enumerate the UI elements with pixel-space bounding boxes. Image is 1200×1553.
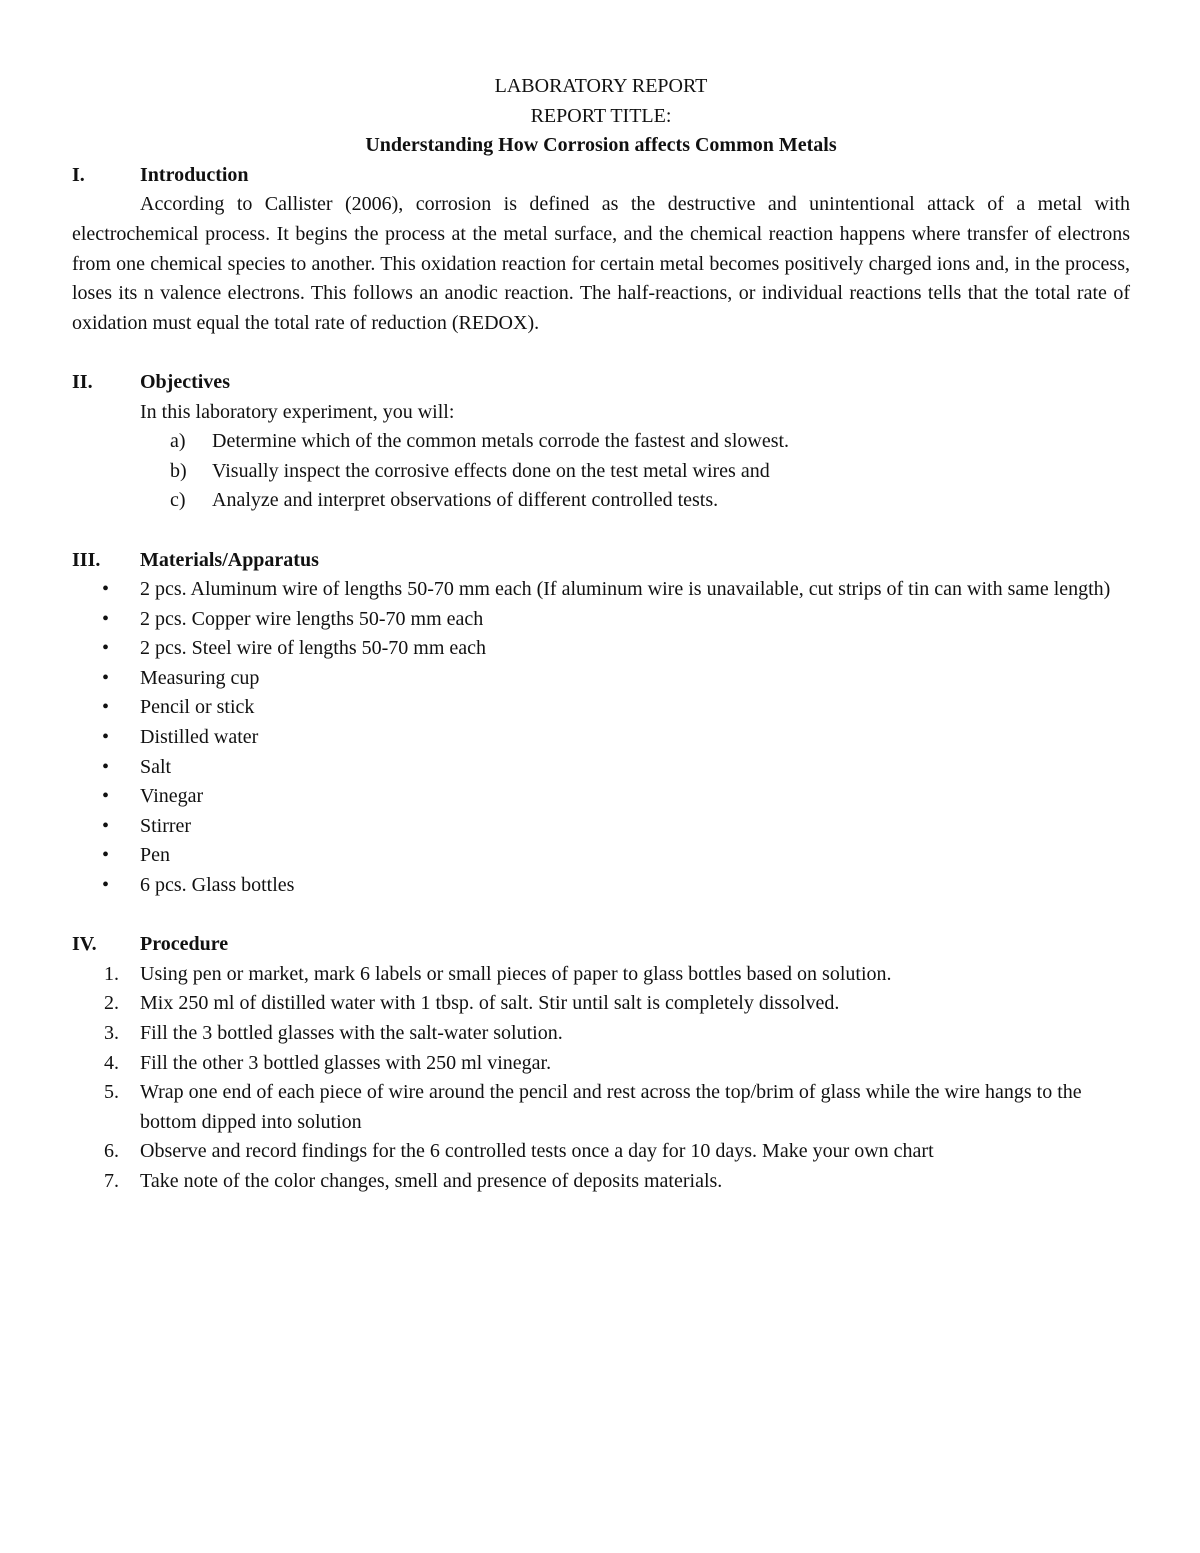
list-item-text: Stirrer [140, 814, 192, 837]
spacer [72, 516, 1130, 546]
list-item-text: Determine which of the common metals corrode the fastest and slowest. [212, 430, 790, 453]
section-title: Objectives [140, 370, 230, 393]
list-item [104, 989, 1130, 1019]
list-item-text: Salt [140, 755, 172, 778]
section-number: I. [72, 163, 85, 186]
objectives-list [72, 427, 1130, 516]
section-heading-procedure [72, 930, 1130, 960]
section-heading-introduction [72, 161, 1130, 191]
list-item [104, 1137, 1130, 1167]
list-marker: 3. [104, 1022, 119, 1044]
introduction-paragraph: According to Callister (2006), corrosion is defined as the destructive and unintentional attack of a metal with electrochemical process. It begins the process at the metal surface, and the chemical reaction happens where transfer of electrons from one chemical species to another. This oxidation reaction for certain metal becomes positively charged ions and, in the process, loses its n valence electrons. This follows an anodic reaction. The half-reactions, or individual reactions tells that the total rate of oxidation must equal the total rate of reduction (REDOX). [72, 193, 1130, 334]
list-item [102, 841, 1130, 871]
bullet-marker: • [102, 726, 110, 749]
list-item-text: Observe and record findings for the 6 controlled tests once a day for 10 days. Make your own chart [140, 1140, 934, 1163]
objectives-lead: In this laboratory experiment, you will: [140, 400, 455, 423]
list-marker: a) [170, 430, 186, 453]
report-title-label: REPORT TITLE: [530, 104, 672, 127]
list-item-text: Measuring cup [140, 666, 260, 689]
bullet-marker: • [102, 755, 110, 778]
list-item [102, 605, 1130, 635]
list-item-text: Take note of the color changes, smell and presence of deposits materials. [140, 1169, 723, 1192]
list-item-text: 2 pcs. Steel wire of lengths 50-70 mm each [140, 637, 487, 660]
procedure-list [72, 960, 1130, 1197]
bullet-marker: • [102, 578, 110, 601]
spacer [72, 338, 1130, 368]
list-item-text: Pen [140, 844, 170, 867]
list-item-text: 6 pcs. Glass bottles [140, 874, 295, 897]
bullet-marker: • [102, 785, 110, 808]
list-marker: 2. [104, 992, 119, 1015]
list-item [102, 634, 1130, 664]
list-item-text: Fill the other 3 bottled glasses with 250 ml vinegar. [140, 1051, 552, 1074]
section-title: Procedure [140, 933, 229, 956]
list-item [102, 575, 1130, 605]
list-item [102, 871, 1130, 901]
list-item-text: Distilled water [140, 726, 259, 749]
section-title: Introduction [140, 163, 249, 186]
spacer [72, 901, 1130, 931]
report-title: Understanding How Corrosion affects Common Metals [365, 134, 837, 157]
list-item [102, 812, 1130, 842]
list-marker: c) [170, 489, 186, 512]
bullet-marker: • [102, 814, 110, 837]
bullet-marker: • [102, 666, 110, 689]
section-number: II. [72, 370, 93, 393]
bullet-marker: • [102, 607, 110, 630]
list-item [102, 664, 1130, 694]
list-item [104, 1049, 1130, 1079]
list-marker: 7. [104, 1169, 119, 1192]
list-item-text: Fill the 3 bottled glasses with the salt-water solution. [140, 1022, 563, 1044]
list-marker: b) [170, 459, 187, 482]
list-item [170, 427, 1130, 457]
report-label: LABORATORY REPORT [494, 75, 708, 97]
section-heading-materials [72, 546, 1130, 576]
section-title: Materials/Apparatus [140, 548, 319, 571]
bullet-marker: • [102, 844, 110, 867]
list-marker: 4. [104, 1051, 119, 1074]
list-item-text: Mix 250 ml of distilled water with 1 tbsp. of salt. Stir until salt is completely dissolved. [140, 992, 840, 1015]
materials-list [72, 575, 1130, 901]
bullet-marker: • [102, 874, 110, 897]
bullet-marker: • [102, 637, 110, 660]
section-heading-objectives [72, 368, 1130, 398]
list-item-text: 2 pcs. Aluminum wire of lengths 50-70 mm each (If aluminum wire is unavailable, cut strips of tin can with same length) [140, 578, 1111, 601]
section-number: IV. [72, 933, 97, 956]
list-item [102, 753, 1130, 783]
list-item [102, 782, 1130, 812]
list-item-text: Analyze and interpret observations of different controlled tests. [212, 489, 719, 512]
list-item [102, 723, 1130, 753]
list-item-text: Wrap one end of each piece of wire around the pencil and rest across the top/brim of glass while the wire hangs to the bottom dipped into solution [140, 1081, 1082, 1133]
list-item-text: Using pen or market, mark 6 labels or small pieces of paper to glass bottles based on solution. [140, 962, 892, 985]
list-item [104, 960, 1130, 990]
list-item-text: Vinegar [140, 785, 204, 808]
list-item [104, 1019, 1130, 1049]
list-item-text: Pencil or stick [140, 696, 255, 719]
list-item-text: Visually inspect the corrosive effects done on the test metal wires and [212, 459, 770, 482]
section-number: III. [72, 548, 101, 571]
list-item [104, 1078, 1130, 1137]
list-item-text: 2 pcs. Copper wire lengths 50-70 mm each [140, 607, 484, 630]
list-item [170, 457, 1130, 487]
list-marker: 1. [104, 962, 119, 985]
list-item [170, 486, 1130, 516]
list-item [104, 1167, 1130, 1197]
list-marker: 5. [104, 1081, 119, 1104]
list-item [102, 693, 1130, 723]
bullet-marker: • [102, 696, 110, 719]
list-marker: 6. [104, 1140, 119, 1163]
